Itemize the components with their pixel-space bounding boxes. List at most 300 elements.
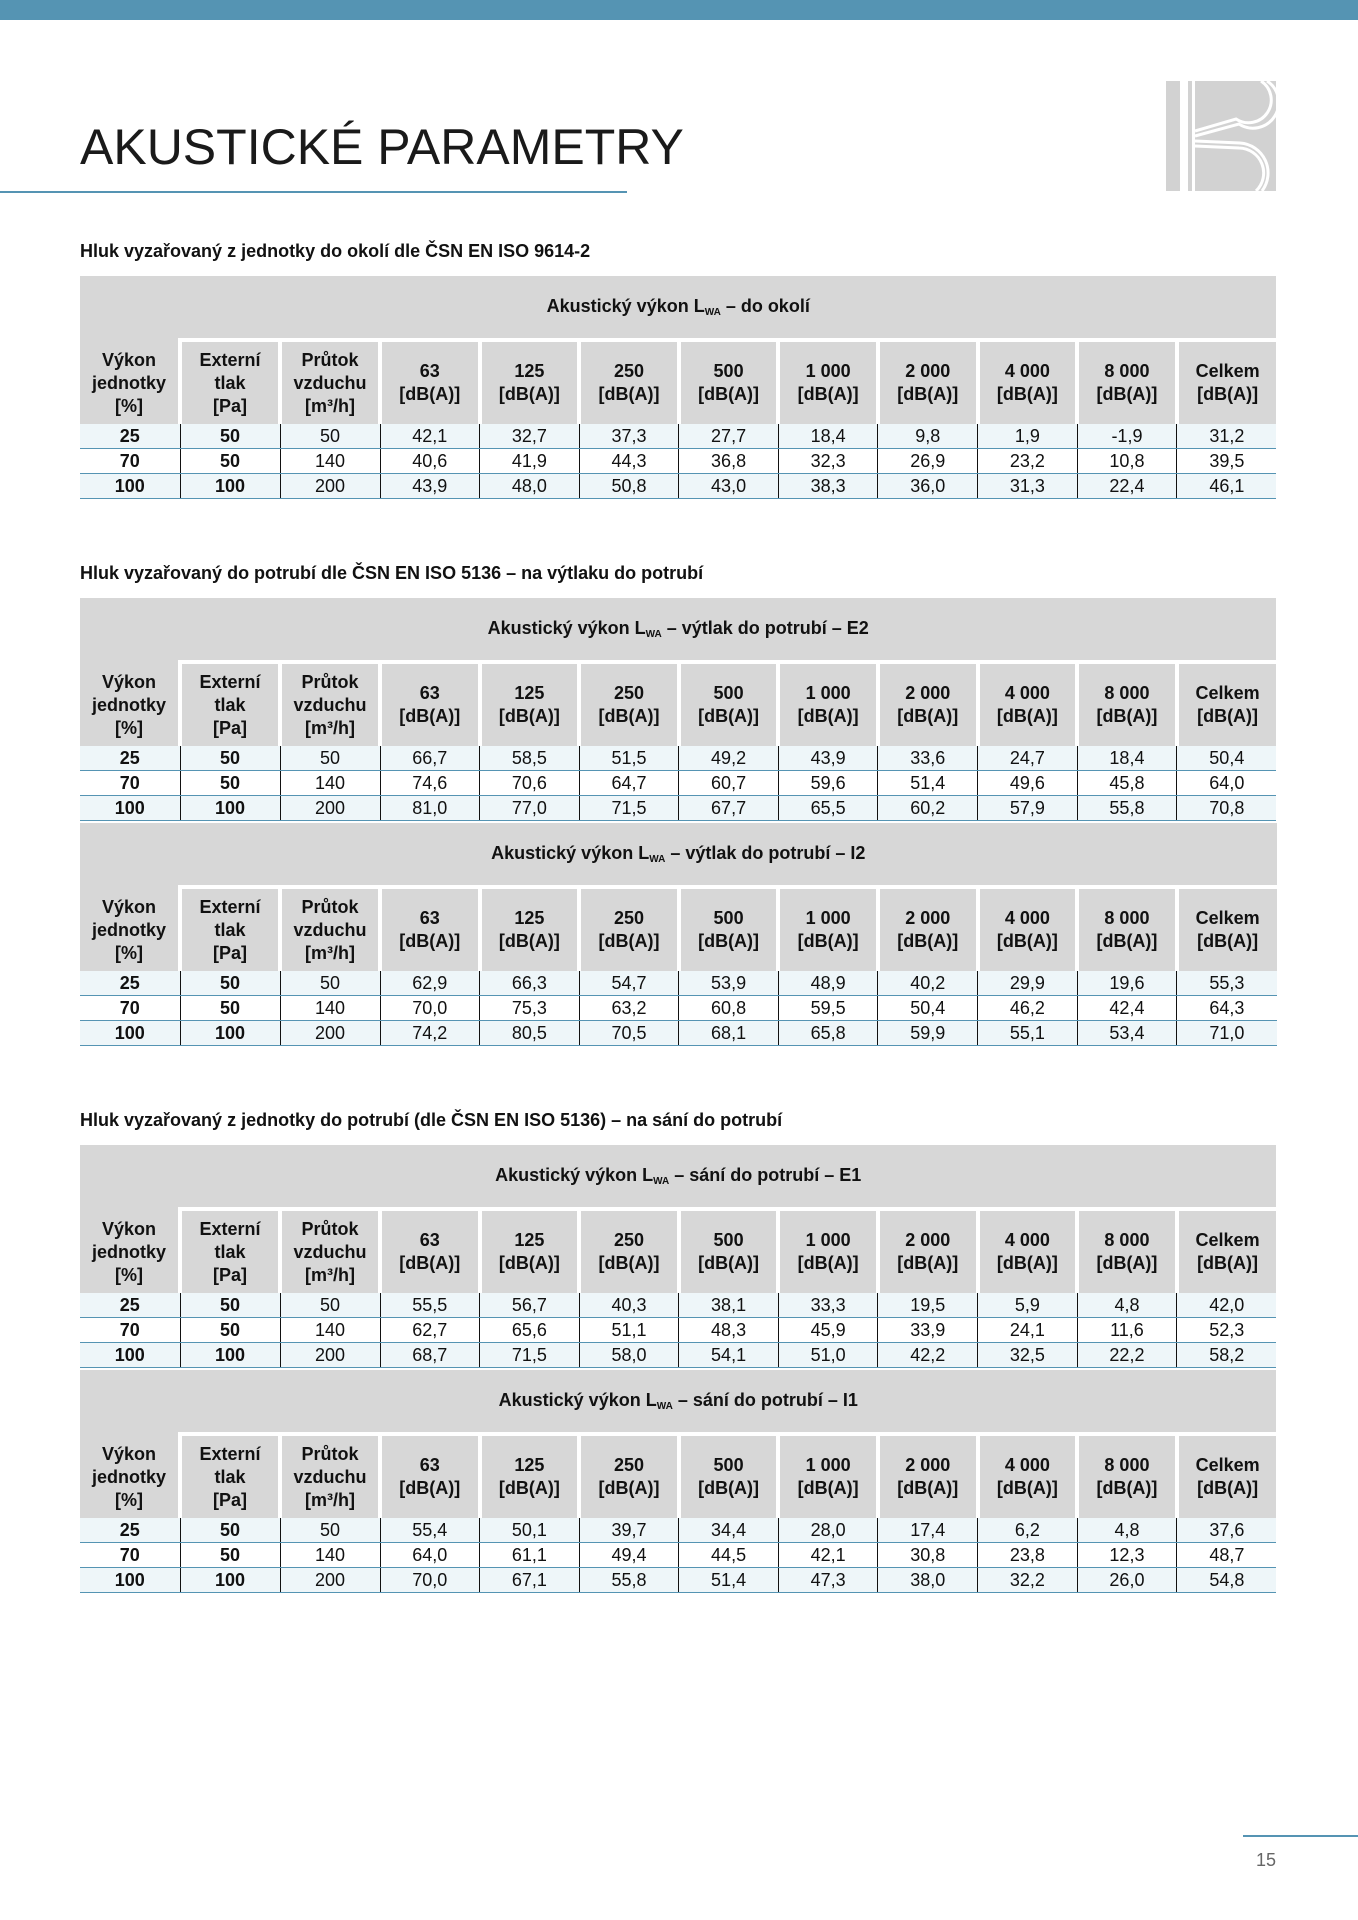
table-cell: 50 [180, 1518, 280, 1543]
table-cell: 25 [80, 746, 180, 771]
frequency-label: 250 [613, 361, 644, 381]
caption-subscript: WA [649, 854, 666, 865]
table-cell: 31,2 [1177, 424, 1277, 449]
section-heading: Hluk vyzařovaný z jednotky do okolí dle ČSN EN ISO 9614-2 [80, 241, 591, 261]
table-cell: 60,2 [878, 796, 978, 821]
table-cell: 40,3 [579, 1293, 679, 1318]
table-cell: 6,2 [978, 1518, 1078, 1543]
caption-subscript: WA [704, 307, 721, 318]
caption-text: Akustický výkon L [495, 1165, 654, 1185]
frequency-label: 4 000 [1004, 683, 1050, 703]
section-heading: Hluk vyzařovaný do potrubí dle ČSN EN ISO 5136 – na výtlaku do potrubí [80, 563, 704, 583]
table-cell: 48,3 [679, 1318, 779, 1343]
table-cell: 57,9 [978, 796, 1078, 821]
table-cell: 49,6 [978, 771, 1078, 796]
table-cell: 75,3 [480, 996, 580, 1021]
column-header-frequency [878, 887, 978, 971]
header-line: jednotky [91, 1241, 166, 1262]
column-header-frequency [679, 662, 779, 746]
column-header-prutok [280, 1434, 380, 1518]
table-cell: 67,1 [480, 1568, 580, 1593]
frequency-label: 125 [514, 1455, 545, 1475]
table-cell: 67,7 [679, 796, 779, 821]
table-caption [80, 1145, 1276, 1209]
table-cell: 17,4 [878, 1518, 978, 1543]
table-cell: 27,7 [679, 424, 779, 449]
column-header-frequency [1077, 340, 1177, 424]
table-cell: 100 [80, 1021, 180, 1046]
table-cell: 50,4 [1177, 746, 1277, 771]
table-cell: 200 [280, 1343, 380, 1368]
unit-label: [dB(A)] [498, 931, 560, 951]
frequency-label: 63 [419, 361, 440, 381]
table-cell: 200 [280, 1021, 380, 1046]
frequency-label: 250 [613, 908, 644, 928]
frequency-label: 4 000 [1004, 908, 1050, 928]
column-header-frequency [1077, 662, 1177, 746]
unit-label: [dB(A)] [598, 706, 660, 726]
frequency-label: 8 000 [1104, 361, 1150, 381]
header-line: tlak [214, 694, 246, 715]
column-header-frequency [1077, 887, 1177, 971]
table-cell: 5,9 [978, 1293, 1078, 1318]
table-container [80, 1370, 1276, 1593]
table-cell: 22,2 [1077, 1343, 1177, 1368]
unit-label: [dB(A)] [1096, 706, 1158, 726]
header-line: Průtok [301, 1443, 359, 1464]
table-cell: 38,0 [878, 1568, 978, 1593]
caption-suffix: – do okolí [720, 296, 810, 316]
unit-label: [dB(A)] [1197, 384, 1259, 404]
table-cell: 50 [180, 1318, 280, 1343]
table-cell: 45,8 [1077, 771, 1177, 796]
page-title: AKUSTICKÉ PARAMETRY [80, 119, 684, 175]
unit-label: [dB(A)] [996, 706, 1058, 726]
table-cell: 42,1 [778, 1543, 878, 1568]
table-cell: 71,5 [480, 1343, 580, 1368]
table-cell: 12,3 [1077, 1543, 1177, 1568]
header-line: [m³/h] [305, 1264, 355, 1285]
table-cell: 100 [80, 474, 180, 499]
table-cell: 37,3 [579, 424, 679, 449]
table-cell: 64,0 [1177, 771, 1277, 796]
top-accent-bar [0, 0, 1358, 20]
table-row [80, 1518, 1276, 1543]
table-cell: 50 [280, 424, 380, 449]
table-cell: 11,6 [1077, 1318, 1177, 1343]
table-cell: 48,9 [778, 971, 878, 996]
table-cell: 81,0 [380, 796, 480, 821]
table-cell: 65,5 [778, 796, 878, 821]
column-header-prutok [280, 340, 380, 424]
column-header-tlak [180, 340, 280, 424]
header-line: [Pa] [212, 1264, 247, 1285]
table-caption [80, 598, 1276, 662]
header-line: Průtok [301, 349, 359, 370]
frequency-label: 500 [713, 361, 744, 381]
table-cell: 50,4 [878, 996, 978, 1021]
column-header-frequency [480, 887, 580, 971]
frequency-label: 8 000 [1104, 908, 1150, 928]
table-cell: 50 [280, 746, 380, 771]
column-header-vykon [80, 1434, 180, 1518]
unit-label: [dB(A)] [996, 384, 1058, 404]
table-cell: 140 [280, 996, 380, 1021]
table-cell: 58,5 [480, 746, 580, 771]
frequency-label: Celkem [1195, 683, 1260, 703]
table-cell: 56,7 [480, 1293, 580, 1318]
table-cell: 23,2 [978, 449, 1078, 474]
table-row [80, 746, 1276, 771]
table-cell: 80,5 [480, 1021, 580, 1046]
frequency-label: 63 [419, 1455, 440, 1475]
column-header-frequency [978, 887, 1078, 971]
table-cell: 50 [180, 996, 280, 1021]
frequency-label: 63 [419, 908, 440, 928]
unit-label: [dB(A)] [498, 1253, 560, 1273]
unit-label: [dB(A)] [399, 384, 461, 404]
table-row [80, 1568, 1276, 1593]
column-header-frequency [579, 1209, 679, 1293]
header-line: Externí [199, 1218, 261, 1239]
table-cell: 45,9 [778, 1318, 878, 1343]
table-cell: 10,8 [1077, 449, 1177, 474]
table-cell: 50 [180, 746, 280, 771]
header-line: tlak [214, 919, 246, 940]
unit-label: [dB(A)] [996, 931, 1058, 951]
unit-label: [dB(A)] [598, 1253, 660, 1273]
table-container [80, 823, 1276, 1046]
table-cell: 28,0 [778, 1518, 878, 1543]
table-cell: 55,5 [380, 1293, 480, 1318]
frequency-label: 500 [713, 683, 744, 703]
header-line: Výkon [101, 1443, 157, 1464]
column-header-frequency [679, 1209, 779, 1293]
table-cell: 140 [280, 1543, 380, 1568]
table-cell: 24,7 [978, 746, 1078, 771]
table-cell: 43,9 [380, 474, 480, 499]
table-cell: 55,1 [978, 1021, 1078, 1046]
table-cell: 40,2 [878, 971, 978, 996]
column-header-frequency [380, 340, 480, 424]
header-line: Externí [199, 1443, 261, 1464]
frequency-label: 2 000 [905, 361, 951, 381]
table-cell: 18,4 [778, 424, 878, 449]
column-header-frequency [778, 1434, 878, 1518]
table-cell: 44,3 [579, 449, 679, 474]
unit-label: [dB(A)] [897, 1253, 959, 1273]
frequency-label: 125 [514, 683, 545, 703]
table-row [80, 449, 1276, 474]
table-cell: 74,6 [380, 771, 480, 796]
unit-label: [dB(A)] [1197, 1478, 1259, 1498]
caption-suffix: – výtlak do potrubí – E2 [661, 618, 869, 638]
table-cell: 55,8 [579, 1568, 679, 1593]
column-header-frequency [978, 1434, 1078, 1518]
acoustic-table [80, 276, 1276, 499]
page-number: 15 [1255, 1850, 1276, 1870]
caption-subscript: WA [645, 629, 662, 640]
table-cell: 70 [80, 771, 180, 796]
table-cell: 58,2 [1177, 1343, 1277, 1368]
table-cell: 62,9 [380, 971, 480, 996]
table-cell: 200 [280, 796, 380, 821]
column-header-frequency [878, 340, 978, 424]
frequency-label: 500 [713, 908, 744, 928]
table-cell: 50 [180, 1543, 280, 1568]
table-cell: 47,3 [778, 1568, 878, 1593]
table-cell: 61,1 [480, 1543, 580, 1568]
table-cell: 64,7 [579, 771, 679, 796]
table-cell: 26,0 [1077, 1568, 1177, 1593]
unit-label: [dB(A)] [498, 706, 560, 726]
column-header-frequency [778, 887, 878, 971]
frequency-label: 500 [713, 1230, 744, 1250]
column-header-frequency [480, 1209, 580, 1293]
table-cell: 32,2 [978, 1568, 1078, 1593]
column-header-frequency [1177, 662, 1277, 746]
table-cell: 70 [80, 1318, 180, 1343]
table-cell: 32,3 [778, 449, 878, 474]
caption-suffix: – sání do potrubí – E1 [669, 1165, 862, 1185]
acoustic-table [80, 1370, 1276, 1593]
table-cell: 140 [280, 771, 380, 796]
table-cell: 140 [280, 1318, 380, 1343]
column-header-vykon [80, 340, 180, 424]
header-line: [%] [115, 717, 143, 738]
header-line: Průtok [301, 896, 359, 917]
table-cell: 25 [80, 971, 180, 996]
unit-label: [dB(A)] [498, 384, 560, 404]
frequency-label: 2 000 [905, 1230, 951, 1250]
table-cell: 77,0 [480, 796, 580, 821]
acoustic-table [80, 598, 1276, 821]
header-line: vzduchu [293, 694, 367, 715]
table-cell: 51,1 [579, 1318, 679, 1343]
column-header-prutok [280, 1209, 380, 1293]
table-cell: 62,7 [380, 1318, 480, 1343]
column-header-frequency [679, 1434, 779, 1518]
table-cell: 50 [180, 971, 280, 996]
table-cell: 70,5 [579, 1021, 679, 1046]
table-cell: 25 [80, 1293, 180, 1318]
header-line: tlak [214, 1241, 246, 1262]
frequency-label: 250 [613, 1455, 644, 1475]
table-cell: 64,3 [1177, 996, 1277, 1021]
table-caption [80, 823, 1277, 887]
unit-label: [dB(A)] [598, 931, 660, 951]
table-cell: 4,8 [1077, 1518, 1177, 1543]
column-header-frequency [380, 662, 480, 746]
column-header-frequency [679, 340, 779, 424]
column-header-frequency [778, 340, 878, 424]
table-cell: 70,0 [380, 996, 480, 1021]
column-header-frequency [1177, 340, 1277, 424]
table-cell: 51,4 [878, 771, 978, 796]
unit-label: [dB(A)] [897, 706, 959, 726]
header-line: Výkon [101, 349, 157, 370]
column-header-prutok [280, 887, 380, 971]
table-cell: 36,0 [878, 474, 978, 499]
section-heading: Hluk vyzařovaný z jednotky do potrubí (dle ČSN EN ISO 5136) – na sání do potrubí [80, 1110, 783, 1130]
column-header-frequency [480, 340, 580, 424]
table-container [80, 598, 1276, 821]
table-cell: 59,9 [878, 1021, 978, 1046]
column-header-frequency [1077, 1434, 1177, 1518]
column-header-tlak [180, 887, 280, 971]
table-cell: 50 [180, 771, 280, 796]
header-line: [m³/h] [305, 1489, 355, 1510]
table-cell: 48,7 [1177, 1543, 1277, 1568]
column-header-tlak [180, 662, 280, 746]
table-cell: 74,2 [380, 1021, 480, 1046]
table-cell: 59,6 [778, 771, 878, 796]
table-cell: 100 [180, 1343, 280, 1368]
unit-label: [dB(A)] [399, 931, 461, 951]
table-row [80, 1318, 1276, 1343]
table-row [80, 1343, 1276, 1368]
column-header-prutok [280, 662, 380, 746]
header-line: [m³/h] [305, 942, 355, 963]
header-line: tlak [214, 372, 246, 393]
table-cell: 24,1 [978, 1318, 1078, 1343]
table-row [80, 971, 1277, 996]
table-cell: 54,8 [1177, 1568, 1277, 1593]
header-line: vzduchu [293, 1466, 367, 1487]
unit-label: [dB(A)] [797, 931, 859, 951]
table-cell: 34,4 [679, 1518, 779, 1543]
header-line: jednotky [91, 919, 166, 940]
frequency-label: 4 000 [1004, 1230, 1050, 1250]
table-container [80, 1145, 1276, 1368]
frequency-label: 2 000 [905, 908, 951, 928]
table-cell: 38,1 [679, 1293, 779, 1318]
caption-text: Akustický výkon L [498, 1390, 657, 1410]
column-header-frequency [480, 1434, 580, 1518]
table-cell: 33,9 [878, 1318, 978, 1343]
header-line: [m³/h] [305, 395, 355, 416]
table-cell: 43,0 [679, 474, 779, 499]
table-cell: 200 [280, 1568, 380, 1593]
frequency-label: 1 000 [805, 1455, 851, 1475]
header-line: jednotky [91, 372, 166, 393]
table-cell: 4,8 [1077, 1293, 1177, 1318]
table-cell: 33,3 [778, 1293, 878, 1318]
table-row [80, 474, 1276, 499]
frequency-label: 63 [419, 1230, 440, 1250]
frequency-label: 2 000 [905, 1455, 951, 1475]
table-cell: 55,4 [380, 1518, 480, 1543]
table-cell: 42,4 [1077, 996, 1177, 1021]
table-cell: 50,1 [480, 1518, 580, 1543]
table-cell: 54,7 [579, 971, 679, 996]
header-line: Výkon [101, 671, 157, 692]
caption-suffix: – výtlak do potrubí – I2 [665, 843, 866, 863]
frequency-label: Celkem [1195, 361, 1260, 381]
table-cell: 70 [80, 449, 180, 474]
table-cell: 32,5 [978, 1343, 1078, 1368]
footer-rule [1243, 1835, 1358, 1837]
unit-label: [dB(A)] [698, 1253, 760, 1273]
unit-label: [dB(A)] [897, 384, 959, 404]
table-cell: 51,5 [579, 746, 679, 771]
table-cell: 100 [180, 1568, 280, 1593]
header-line: jednotky [91, 1466, 166, 1487]
frequency-label: 1 000 [805, 1230, 851, 1250]
table-cell: 19,5 [878, 1293, 978, 1318]
table-cell: 32,7 [480, 424, 580, 449]
caption-subscript: WA [656, 1401, 673, 1412]
column-header-frequency [480, 662, 580, 746]
table-cell: 64,0 [380, 1543, 480, 1568]
frequency-label: 250 [613, 683, 644, 703]
caption-subscript: WA [653, 1176, 670, 1187]
header-line: Externí [199, 349, 261, 370]
unit-label: [dB(A)] [698, 931, 760, 951]
table-cell: 65,8 [778, 1021, 878, 1046]
table-cell: 58,0 [579, 1343, 679, 1368]
frequency-label: 4 000 [1004, 1455, 1050, 1475]
unit-label: [dB(A)] [399, 706, 461, 726]
table-cell: 9,8 [878, 424, 978, 449]
column-header-tlak [180, 1209, 280, 1293]
table-cell: 59,5 [778, 996, 878, 1021]
table-cell: -1,9 [1077, 424, 1177, 449]
table-cell: 50 [280, 971, 380, 996]
table-row [80, 1543, 1276, 1568]
table-cell: 100 [80, 1568, 180, 1593]
column-header-frequency [1177, 887, 1277, 971]
table-cell: 44,5 [679, 1543, 779, 1568]
header-line: Průtok [301, 1218, 359, 1239]
table-cell: 100 [180, 796, 280, 821]
frequency-label: 1 000 [805, 361, 851, 381]
header-line: [%] [115, 942, 143, 963]
column-header-frequency [380, 1209, 480, 1293]
column-header-frequency [579, 662, 679, 746]
column-header-frequency [380, 887, 480, 971]
unit-label: [dB(A)] [498, 1478, 560, 1498]
unit-label: [dB(A)] [1197, 1253, 1259, 1273]
table-cell: 51,0 [778, 1343, 878, 1368]
unit-label: [dB(A)] [1197, 931, 1259, 951]
column-header-tlak [180, 1434, 280, 1518]
unit-label: [dB(A)] [399, 1478, 461, 1498]
column-header-frequency [679, 887, 779, 971]
column-header-frequency [579, 887, 679, 971]
table-container [80, 276, 1276, 499]
table-cell: 60,7 [679, 771, 779, 796]
frequency-label: 500 [713, 1455, 744, 1475]
unit-label: [dB(A)] [996, 1478, 1058, 1498]
unit-label: [dB(A)] [897, 1478, 959, 1498]
acoustic-table [80, 1145, 1276, 1368]
column-header-vykon [80, 662, 180, 746]
table-cell: 25 [80, 424, 180, 449]
table-cell: 60,8 [679, 996, 779, 1021]
caption-text: Akustický výkon L [491, 843, 650, 863]
unit-label: [dB(A)] [698, 706, 760, 726]
unit-label: [dB(A)] [598, 384, 660, 404]
table-cell: 68,1 [679, 1021, 779, 1046]
table-cell: 100 [80, 1343, 180, 1368]
table-row [80, 1021, 1277, 1046]
table-cell: 23,8 [978, 1543, 1078, 1568]
table-cell: 70 [80, 1543, 180, 1568]
table-cell: 70,0 [380, 1568, 480, 1593]
unit-label: [dB(A)] [996, 1253, 1058, 1273]
column-header-frequency [778, 1209, 878, 1293]
